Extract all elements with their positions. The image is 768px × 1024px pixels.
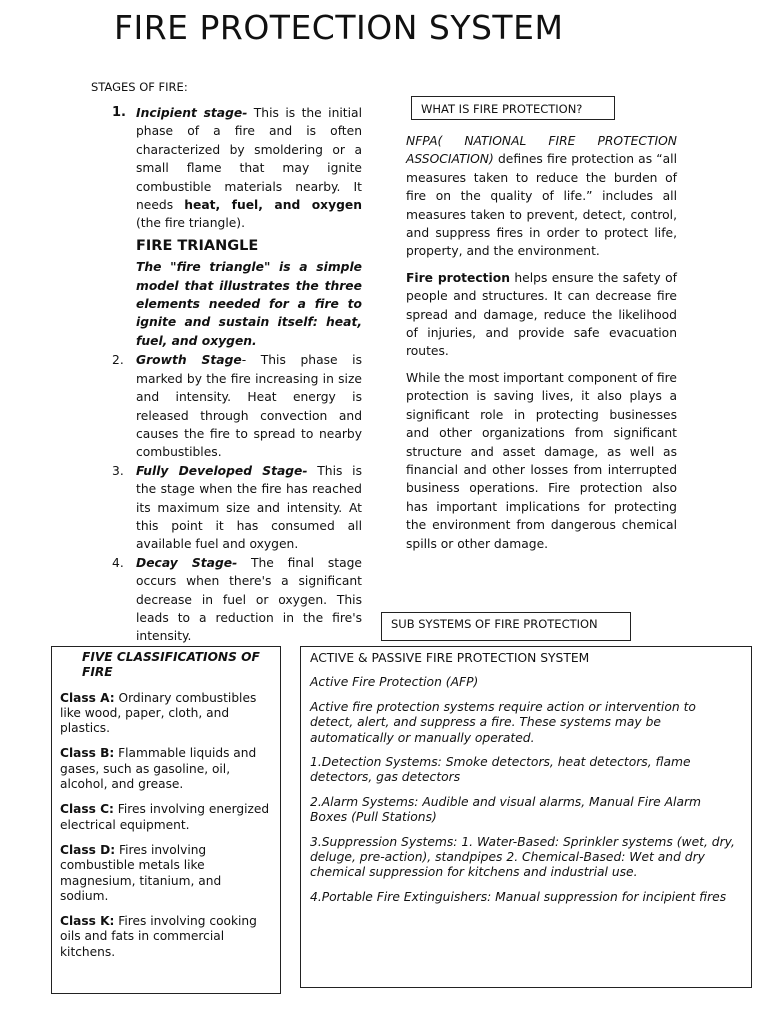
class-desc: Fires involving energized electrical equipment.: [60, 802, 270, 832]
stages-header: STAGES OF FIRE:: [91, 80, 188, 94]
stage-desc: The final stage occurs when there's a significant decrease in fuel or oxygen. This leads to a reduction in the fire's intensity.: [136, 555, 362, 644]
sub-systems-box: SUB SYSTEMS OF FIRE PROTECTION: [381, 612, 631, 641]
fire-protection-term: Fire protection: [406, 270, 510, 285]
stage-item-growth: [112, 351, 362, 461]
stage-number: 1.: [112, 105, 126, 120]
class-label: Class K:: [60, 914, 115, 929]
stage-name: Fully Developed Stage-: [136, 463, 308, 478]
afp-item-extinguishers: 4.Portable Fire Extinguishers: Manual suppression for incipient fires: [310, 889, 727, 904]
five-classifications-box: [51, 646, 281, 994]
stage-name: Growth Stage: [136, 353, 242, 368]
afp-item-detection: 1.Detection Systems: Smoke detectors, heat detectors, flame detectors, gas detectors: [310, 755, 691, 785]
stage-desc-end: (the fire triangle).: [136, 216, 246, 231]
stage-name: Decay Stage-: [136, 555, 238, 570]
class-k: [60, 914, 272, 960]
class-a: [60, 691, 272, 737]
active-passive-box: [300, 646, 752, 988]
fire-triangle-text: The "fire triangle" is a simple model that illustrates the three elements needed for a fire to ignite and sustain itself: heat, fuel, and oxygen.: [136, 260, 362, 348]
nfpa-definition: defines fire protection as “all measures taken to reduce the burden of fire on the quality of life.” includes all measures taken to prevent, detect, control, and suppress fires in order to protect life, property, and the environment.: [406, 152, 677, 259]
importance-paragraph: While the most important component of fire protection is saving lives, it also plays a significant role in protecting businesses and other organizations from significant structure and asset damage, as well as financial and other losses from interrupted business operations. Fire protection also has important implications for protecting the environment from dangerous chemical spills or other damage.: [406, 370, 677, 551]
class-label: Class A:: [60, 690, 115, 705]
heading-line-1: FIVE CLASSIFICATIONS OF: [82, 650, 260, 664]
stages-list: [112, 104, 362, 646]
class-label: Class B:: [60, 746, 115, 761]
fire-protection-description: [406, 132, 677, 561]
stage-name: Incipient stage-: [136, 106, 248, 120]
stage-desc: - This phase is marked by the fire increasing in size and intensity. Heat energy is released through convection and causes the fire to spread to nearby combustibles.: [136, 353, 362, 460]
stage-number: 3.: [112, 463, 124, 478]
class-desc: Fires involving cooking oils and fats in commercial kitchens.: [60, 914, 257, 959]
stage-number: 2.: [112, 353, 124, 368]
stage-text: [136, 554, 362, 646]
heading-line-2: FIRE: [82, 665, 113, 680]
afp-intro: Active fire protection systems require action or intervention to detect, alert, and suppress a fire. These systems may be automatically or manually operated.: [310, 699, 696, 745]
stage-desc: This is the stage when the fire has reached its maximum size and intensity. At this point it has consumed all available fuel and oxygen.: [136, 463, 362, 552]
stage-item-fully-developed: [112, 462, 362, 554]
class-b: [60, 746, 272, 792]
stage-text: [136, 104, 362, 233]
nfpa-paragraph: [406, 132, 677, 261]
what-is-fire-protection-box: WHAT IS FIRE PROTECTION?: [411, 96, 615, 120]
classifications-heading: [60, 650, 272, 681]
stage-desc-bold: heat, fuel, and oxygen: [184, 198, 362, 213]
class-d: [60, 843, 272, 904]
stage-item-decay: [112, 554, 362, 646]
afp-subheading: Active Fire Protection (AFP): [310, 675, 479, 690]
stage-desc: This is the initial phase of a fire and is often characterized by smoldering or a small flame that may ignite combustible materials nearby. It needs: [136, 106, 362, 213]
page-title: FIRE PROTECTION SYSTEM: [114, 8, 564, 47]
stage-number: 4.: [112, 555, 124, 570]
afp-heading: ACTIVE & PASSIVE FIRE PROTECTION SYSTEM: [310, 651, 590, 665]
stage-text: [136, 351, 362, 461]
afp-item-alarm: 2.Alarm Systems: Audible and visual alarms, Manual Fire Alarm Boxes (Pull Stations): [310, 794, 702, 825]
class-c: [60, 802, 272, 833]
stage-text: [136, 462, 362, 554]
benefits-text: helps ensure the safety of people and structures. It can decrease fire spread and damage, reduce the likelihood of injuries, and provide safe evacuation routes.: [406, 270, 677, 359]
class-desc: Fires involving combustible metals like magnesium, titanium, and sodium.: [60, 842, 222, 903]
afp-item-suppression: 3.Suppression Systems: 1. Water-Based: Sprinkler systems (wet, dry, deluge, pre-action), standpipes 2. Chemical-Based: Wet and dry chemical suppression for kitchens and industrial use.: [310, 834, 735, 880]
class-desc: Flammable liquids and gases, such as gasoline, oil, alcohol, and grease.: [60, 746, 257, 792]
class-label: Class D:: [60, 842, 116, 857]
class-desc: Ordinary combustibles like wood, paper, cloth, and plastics.: [60, 690, 257, 736]
class-label: Class C:: [60, 802, 114, 817]
stage-item-incipient: [112, 104, 362, 233]
fire-triangle-heading: FIRE TRIANGLE: [136, 237, 259, 254]
benefits-paragraph: [406, 269, 677, 361]
nfpa-name: NFPA( NATIONAL FIRE PROTECTION ASSOCIATION): [406, 134, 677, 167]
